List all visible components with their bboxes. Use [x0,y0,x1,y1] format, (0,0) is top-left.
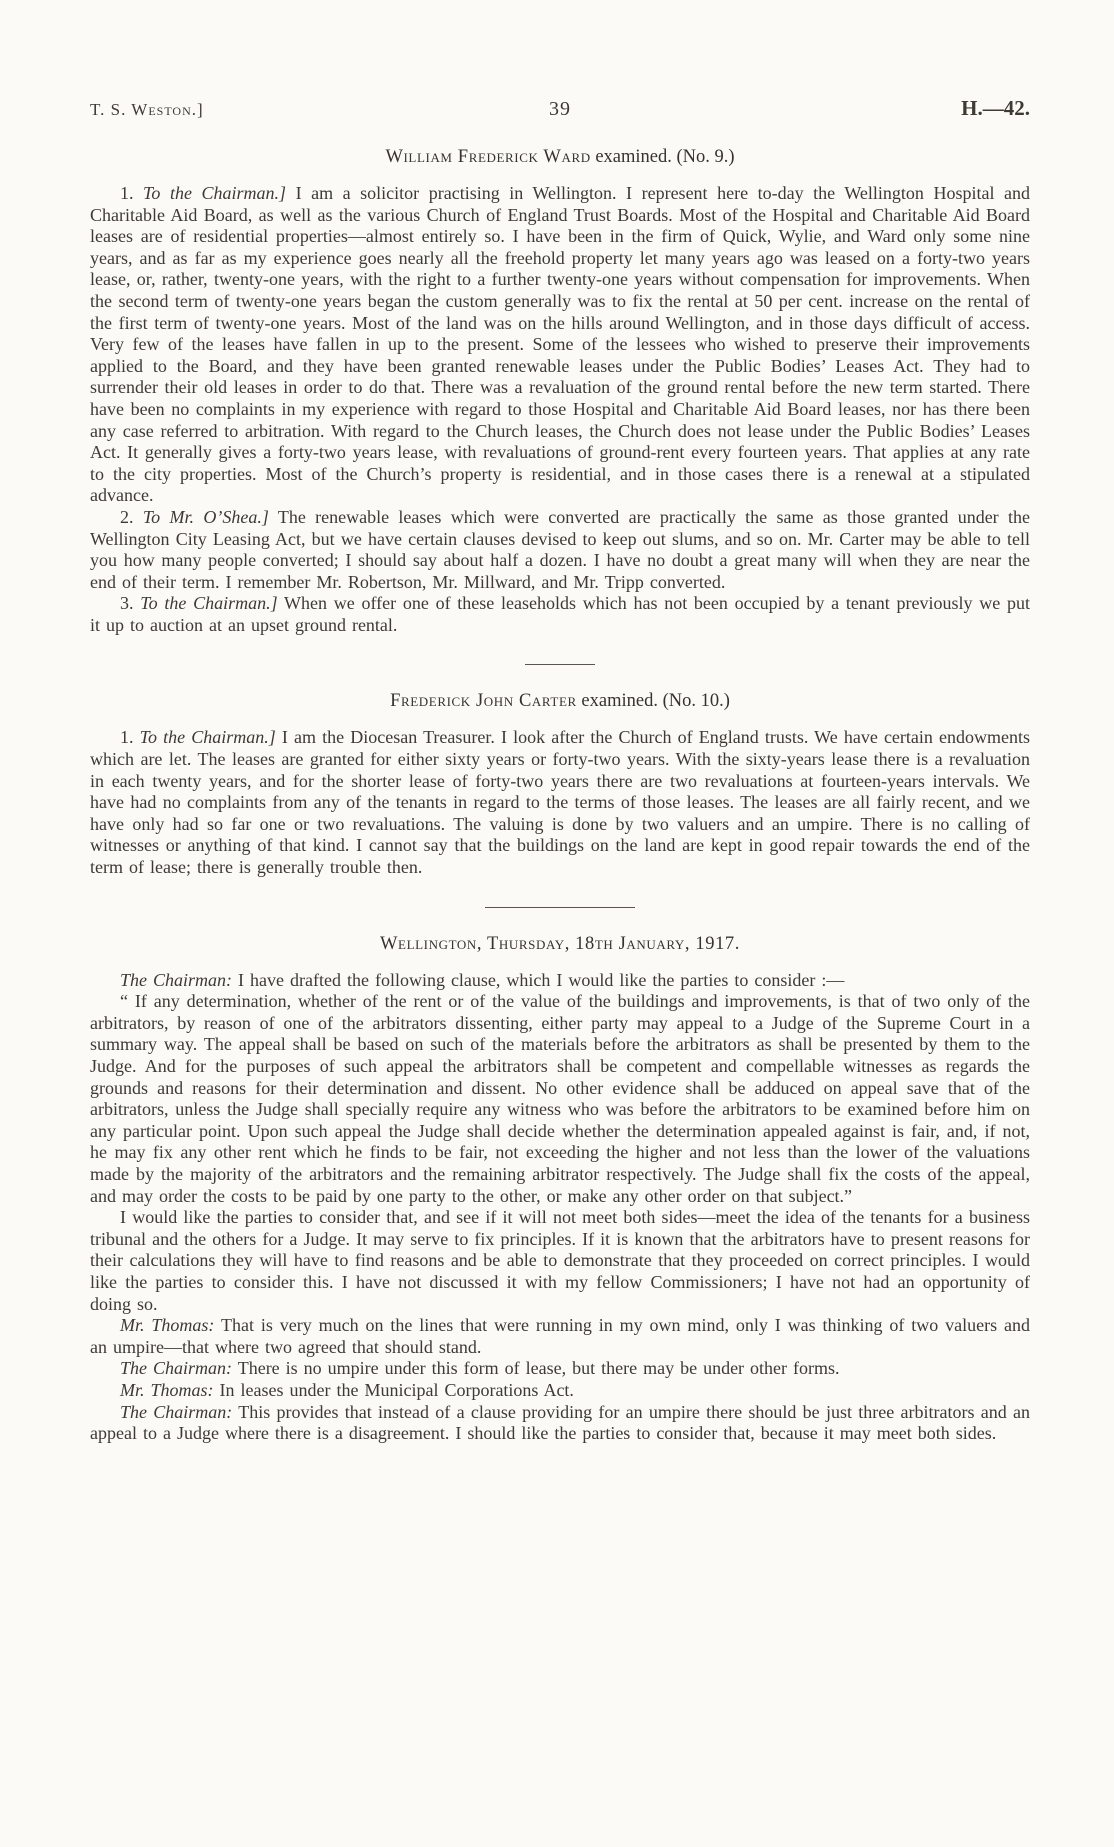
testimony-paragraph [90,593,1030,636]
dialogue-paragraph [90,1402,1030,1445]
speaker-name: Mr. Thomas: [120,1379,214,1400]
paragraph-text: When we offer one of these leaseholds which has not been occupied by a tenant previously we put it up to auction at an upset ground rental. [90,593,1030,635]
paragraph-text: That is very much on the lines that were running in my own mind, only I was thinking of two valuers and an umpire—that where two agreed that should stand. [90,1315,1030,1357]
dialogue-paragraph [90,1380,1030,1402]
testimony-paragraph [90,727,1030,878]
speaker-name: The Chairman: [120,1401,233,1422]
paragraph-text: I am the Diocesan Treasurer. I look after the Church of England trusts. We have certain endowments which are let. The leases are granted for either sixty years or forty-two years. With the sixty-years lease there is a revaluation in each twenty years, and for the shorter lease of forty-two years there are two revaluations at fourteen-years intervals. We have had no complaints from any of the tenants in regard to the terms of those leases. The leases are all fairly recent, and we have only had so far one or two revaluations. The valuing is done by two valuers and an umpire. There is no calling of witnesses or anything of that kind. I cannot say that the buildings on the land are kept in good repair towards the end of the term of lease; there is generally trouble then. [90,727,1031,878]
paragraph-number: 3. [120,593,134,614]
examination-ward [90,147,1030,636]
speaker-name: The Chairman: [120,969,233,990]
sitting-date: Wellington, Thursday, 18th January, 1917. [379,933,740,954]
paragraph-number: 1. [120,183,134,203]
section-heading-ward [90,147,1030,168]
speaker-name: Mr. Thomas: [120,1315,215,1336]
paper-number: H.—42. [961,96,1030,120]
testimony-paragraph [90,507,1030,593]
paragraph-lead: To the Chairman.] [139,727,276,748]
paragraph-text: “ If any determination, whether of the rent or of the value of the buildings and improvements, is that of two only of the arbitrators, by reason of one of the arbitrators dissenting, either party may appeal to a Judge of the Supreme Court in a summary way. The appeal shall be based on such of the materials before the arbitrators as shall be presented by them to the Judge. And for the purposes of such appeal the arbitrators shall be competent and compellable witnesses as regards the grounds and reasons for their determination and dissent. No other evidence shall be adduced on appeal save that of the arbitrators, unless the Judge shall specially require any witness who was before the arbitrators to be examined before him on any particular point. Upon such appeal the Judge shall decide whether the determination appealed against is fair, and, if not, he may fix any other rent which he finds to be fair, not exceeding the higher and not less than the lower of the valuations made by the majority of the arbitrators and the remaining arbitrator respectively. The Judge shall fix the costs of the appeal, and may order the costs to be paid by one party to the other, or make any other order on that subject.” [90,991,1030,1206]
paragraph-text: In leases under the Municipal Corporations Act. [219,1379,574,1400]
dialogue-paragraph [90,970,1030,992]
sitting-heading [90,934,1030,955]
page-header [90,96,1030,121]
paragraph-lead: To the Chairman.] [140,593,278,614]
section-divider [525,664,595,665]
witness-continuation-label: T. S. Weston.] [90,100,204,119]
paragraph-text: I have drafted the following clause, which I would like the parties to consider :— [238,969,845,990]
page-number: 39 [549,98,571,120]
section-divider [485,907,635,908]
speaker-name: The Chairman: [120,1358,233,1379]
paragraph-number: 2. [120,506,134,527]
paragraph-text: The renewable leases which were converted are practically the same as those granted under the Wellington City Leasing Act, but we have certain clauses devised to keep out slums, and so on. Mr. Carter may be able to tell you how many people converted; I should say about half a dozen. I have no doubt a great many will when they are near the end of their term. I remember Mr. Robertson, Mr. Millward, and Mr. Tripp converted. [90,506,1030,592]
dialogue-paragraph [90,1358,1030,1380]
section-heading-carter [90,691,1030,712]
heading-suffix: examined. (No. 9.) [595,147,735,167]
examination-carter [90,691,1030,878]
quoted-clause-paragraph [90,991,1030,1207]
paragraph-text: This provides that instead of a clause providing for an umpire there should be just three arbitrators and an appeal to a Judge where there is a disagreement. I should like the parties to consider that, because it may meet both sides. [90,1401,1030,1444]
witness-name: William Frederick Ward [385,147,591,167]
heading-suffix: examined. (No. 10.) [581,691,730,712]
dialogue-paragraph [90,1315,1030,1358]
paragraph-number: 1. [120,727,134,748]
witness-name: Frederick John Carter [390,691,577,712]
paragraph-lead: To the Chairman.] [143,183,287,203]
dialogue-paragraph [90,1207,1030,1315]
paragraph-text: I am a solicitor practising in Wellington. I represent here to-day the Wellington Hospital and Charitable Aid Board, as well as the various Church of England Trust Boards. Most of the Hospital and Charitable Aid Board leases are of residential properties—almost entirely so. I have been in the firm of Quick, Wylie, and Ward only some nine years, and as far as my experience goes nearly all the freehold property let many years ago was leased on a forty-two years lease, or, rather, twenty-one years, with the right to a further twenty-one years without compensation for improvements. When the second term of twenty-one years began the custom generally was to fix the rental at 50 per cent. increase on the rental of the first term of twenty-one years. Most of the land was on the hills around Wellington, and in those days difficult of access. Very few of the leases have fallen in up to the present. Some of the lessees who wished to preserve their improvements applied to the Board, and they have been granted renewable leases under the Public Bodies’ Leases Act. They had to surrender their old leases in order to do that. There was a revaluation of the ground rental before the new term started. There have been no complaints in my experience with regard to those Hospital and Charitable Aid Board leases, nor has there been any case referred to arbitration. With regard to the Church leases, the Church does not lease under the Public Bodies’ Leases Act. It generally gives a forty-two years lease, with revaluations of ground-rent every fourteen years. That applies at any rate to the city properties. Most of the Church’s property is residential, and in those cases there is a renewal at a stipulated advance. [90,183,1030,506]
sitting-wellington [90,934,1030,1445]
paragraph-lead: To Mr. O’Shea.] [142,506,269,527]
testimony-paragraph [90,183,1030,507]
paragraph-text: There is no umpire under this form of lease, but there may be under other forms. [237,1358,840,1379]
paragraph-text: I would like the parties to consider that, and see if it will not meet both sides—meet the idea of the tenants for a business tribunal and the others for a Judge. It may serve to fix principles. If it is known that the arbitrators have to present reasons for their calculations they will have to find reasons and be able to demonstrate that they proceeded on correct principles. I would like the parties to consider this. I have not discussed it with my fellow Commissioners; I have not had an opportunity of doing so. [90,1207,1030,1314]
